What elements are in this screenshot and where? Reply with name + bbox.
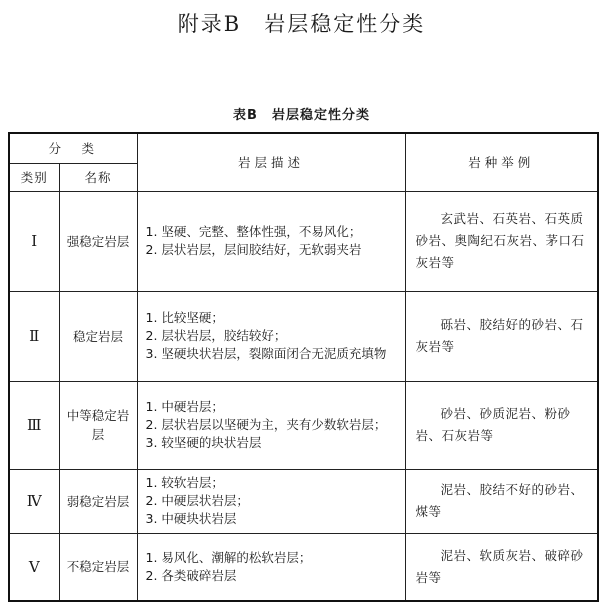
description-line: 2. 中硬层状岩层；: [145, 493, 249, 508]
row-examples: 泥岩、软质灰岩、破碎砂岩等: [405, 533, 598, 601]
row-description: [137, 291, 405, 381]
row-category: Ⅲ: [9, 381, 59, 469]
description-line: 2. 层状岩层以坚硬为主，夹有少数软岩层；: [145, 417, 387, 432]
row-name: 弱稳定岩层: [59, 469, 137, 533]
row-category: Ⅱ: [9, 291, 59, 381]
description-line: 2. 层状岩层，层间胶结好，无软弱夹岩: [145, 242, 362, 257]
description-line: 1. 比较坚硬；: [145, 310, 224, 325]
description-line: 1. 中硬岩层；: [145, 399, 224, 414]
rock-stability-table: [8, 132, 599, 602]
header-category: 类别: [9, 163, 59, 191]
row-category: Ⅳ: [9, 469, 59, 533]
header-name: 名称: [59, 163, 137, 191]
header-examples: 岩种举例: [405, 133, 598, 191]
row-category: Ⅴ: [9, 533, 59, 601]
row-name: 强稳定岩层: [59, 191, 137, 291]
row-examples: 砂岩、砂质泥岩、粉砂岩、石灰岩等: [405, 381, 598, 469]
row-name: 不稳定岩层: [59, 533, 137, 601]
table-row: [9, 381, 598, 469]
row-examples: 砾岩、胶结好的砂岩、石灰岩等: [405, 291, 598, 381]
table-row: [9, 291, 598, 381]
appendix-title: 附录B 岩层稳定性分类: [177, 12, 426, 36]
row-description: [137, 533, 405, 601]
row-description: [137, 381, 405, 469]
row-category: Ⅰ: [9, 191, 59, 291]
description-line: 3. 中硬块状岩层: [145, 511, 237, 526]
table-row: [9, 469, 598, 533]
row-description: [137, 469, 405, 533]
header-classification: 分 类: [9, 133, 137, 163]
description-line: 3. 较坚硬的块状岩层: [145, 435, 262, 450]
table-row: [9, 191, 598, 291]
row-name: 稳定岩层: [59, 291, 137, 381]
table-row: [9, 533, 598, 601]
description-line: 1. 较软岩层；: [145, 475, 224, 490]
description-line: 1. 坚硬、完整、整体性强，不易风化；: [145, 224, 362, 239]
description-line: 2. 层状岩层，胶结较好；: [145, 328, 287, 343]
header-description: 岩层描述: [137, 133, 405, 191]
row-examples: 玄武岩、石英岩、石英质砂岩、奥陶纪石灰岩、茅口石灰岩等: [405, 191, 598, 291]
row-description: [137, 191, 405, 291]
description-line: 1. 易风化、潮解的松软岩层；: [145, 549, 312, 565]
description-line: 2. 各类破碎岩层: [145, 567, 237, 583]
table-caption: 表B 岩层稳定性分类: [233, 108, 370, 123]
row-name: 中等稳定岩层: [59, 381, 137, 469]
description-line: 3. 坚硬块状岩层，裂隙面闭合无泥质充填物: [145, 346, 387, 361]
row-examples: 泥岩、胶结不好的砂岩、煤等: [405, 469, 598, 533]
